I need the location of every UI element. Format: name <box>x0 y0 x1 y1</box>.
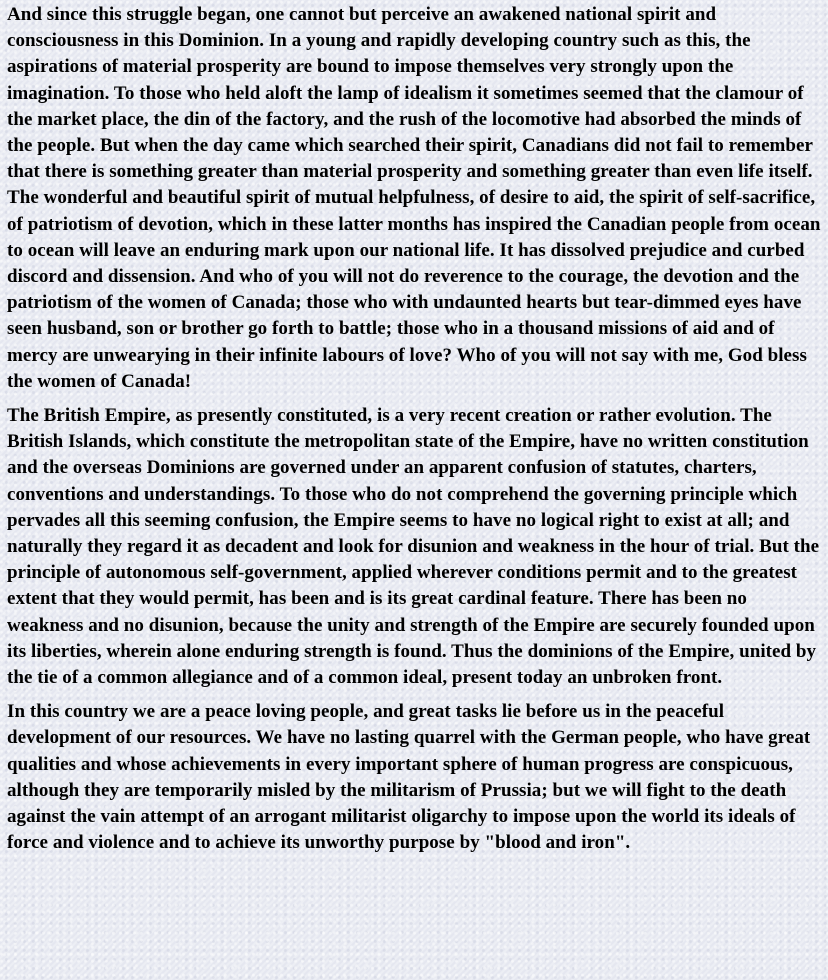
paragraph-british-empire: The British Empire, as presently constituted, is a very recent creation or rather evolution. The British Islands, which constitute the metropolitan state of the Empire, have no written constitution and the overseas Dominions are governed under an apparent confusion of statutes, charters, conventions and understandings. To those who do not comprehend the governing principle which pervades all this seeming confusion, the Empire seems to have no logical right to exist at all; and naturally they regard it as decadent and look for disunion and weakness in the hour of trial. But the principle of autonomous self-government, applied wherever conditions permit and to the greatest extent that they would permit, has been and is its great cardinal feature. There has been no weakness and no disunion, because the unity and strength of the Empire are securely founded upon its liberties, wherein alone enduring strength is found. Thus the dominions of the Empire, united by the tie of a common allegiance and of a common ideal, present today an unbroken front. <box>7 405 820 689</box>
paragraph-national-spirit: And since this struggle began, one cannot but perceive an awakened national spirit and consciousness in this Dominion. In a young and rapidly developing country such as this, the aspirations of material prosperity are bound to impose themselves very strongly upon the imagination. To those who held aloft the lamp of idealism it sometimes seemed that the clamour of the market place, the din of the factory, and the rush of the locomotive had absorbed the minds of the people. But when the day came which searched their spirit, Canadians did not fail to remember that there is something greater than material prosperity and something greater than even life itself. The wonderful and beautiful spirit of mutual helpfulness, of desire to aid, the spirit of self-sacrifice, of patriotism of devotion, which in these latter months has inspired the Canadian people from ocean to ocean will leave an enduring mark upon our national life. It has dissolved prejudice and curbed discord and dissension. And who of you will not do reverence to the courage, the devotion and the patriotism of the women of Canada; those who with undaunted hearts but tear-dimmed eyes have seen husband, son or brother go forth to battle; those who in a thousand missions of aid and of mercy are unwearying in their infinite labours of love? Who of you will not say with me, God bless the women of Canada! <box>7 4 821 392</box>
paragraph-peace-loving-people: In this country we are a peace loving people, and great tasks lie before us in the peaceful development of our resources. We have no lasting quarrel with the German people, who have great qualities and whose achievements in every important sphere of human progress are conspicuous, although they are temporarily misled by the militarism of Prussia; but we will fight to the death against the vain attempt of an arrogant militarist oligarchy to impose upon the world its ideals of force and violence and to achieve its unworthy purpose by "blood and iron". <box>7 701 811 854</box>
